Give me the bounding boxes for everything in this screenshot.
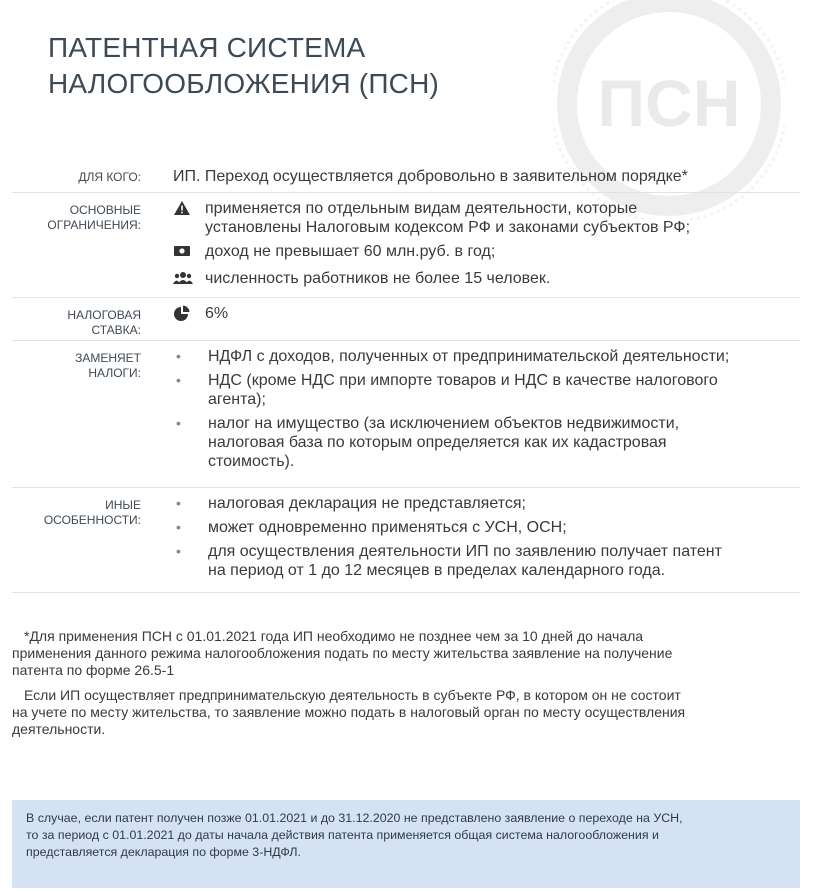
bullet: • [176,519,181,535]
limit-text: численность работников не более 15 человек. [205,270,551,287]
footnote-1: *Для применения ПСН с 01.01.2021 года ИП необходимо не позднее чем за 10 дней до начала применения данного режима налогообложения подать по месту жительства заявление на получение патента по форме 26.5-1 [12,628,673,678]
replace-text: НДФЛ с доходов, полученных от предпринимательской деятельности; [208,348,730,365]
row-label-other: ИНЫЕ ОСОБЕННОСТИ: [43,498,141,527]
who-text: ИП. Переход осуществляется добровольно в заявительном порядке* [173,168,688,185]
row-label-limits: ОСНОВНЫЕ ОГРАНИЧЕНИЯ: [47,203,141,232]
list-item [173,199,800,237]
list-item [173,542,800,580]
notice-line-3: представляется декларация по форме 3-НДФЛ. [26,845,301,859]
users-icon [173,269,193,291]
row-other [12,488,800,593]
row-who [12,160,800,193]
row-label-replaces: ЗАМЕНЯЕТ НАЛОГИ: [75,351,141,380]
bullet: • [176,495,181,511]
row-limits [12,193,800,298]
rate-value: 6% [205,305,229,322]
row-rate [12,298,800,341]
bullet: • [176,543,181,559]
rate-item [173,304,800,328]
page-title [48,30,439,102]
row-content-who [173,160,800,192]
row-replaces [12,341,800,488]
replace-text: НДС (кроме НДС при импорте товаров и НДС в качестве налогового агента); [208,372,718,408]
footnotes [12,628,792,746]
other-text: для осуществления деятельности ИП по заявлению получает патент на период от 1 до 12 месяцев в пределах календарного года. [208,543,722,579]
row-label-who: ДЛЯ КОГО: [78,170,141,184]
list-item [173,371,800,409]
other-text: может одновременно применяться с УСН, ОСН; [208,519,567,536]
title-line-1: ПАТЕНТНАЯ СИСТЕМА [48,32,366,63]
watermark-text: ПСН [597,66,741,140]
title-line-2: НАЛОГООБЛОЖЕНИЯ (ПСН) [48,68,440,99]
notice-line-1: В случае, если патент получен позже 01.01.2021 и до 31.12.2020 не представлено заявление о переходе на УСН, [26,811,683,825]
limit-text: применяется по отдельным видам деятельности, которые установлены Налоговым кодексом РФ и законами субъектов РФ; [205,200,691,236]
money-icon [173,242,193,264]
list-item [173,414,800,471]
bullet: • [176,348,181,364]
bullet: • [176,415,181,431]
notice-line-2: то за период с 01.01.2021 до даты начала действия патента применяется общая система налогообложения и [26,828,659,842]
bullet: • [176,372,181,388]
list-item [173,242,800,264]
list-item [173,494,800,513]
replace-text: налог на имущество (за исключением объектов недвижимости, налоговая база по которым определяется как их кадастровая стоимость). [208,415,680,470]
info-table [12,160,800,593]
list-item [173,269,800,291]
warning-icon [173,199,193,237]
row-content-rate [173,298,800,340]
list-item [173,347,800,366]
other-text: налоговая декларация не представляется; [208,495,526,512]
notice-box [12,800,800,888]
list-item [173,518,800,537]
pie-chart-icon [173,304,193,328]
footnote-2: Если ИП осуществляет предпринимательскую деятельность в субъекте РФ, в котором он не состоит на учете по месту жительства, то заявление можно подать в налоговый орган по месту осуществления деятельности. [12,687,686,737]
limit-text: доход не превышает 60 млн.руб. в год; [205,243,496,260]
row-content-replaces [173,341,800,487]
row-content-limits [173,193,800,297]
row-label-rate: НАЛОГОВАЯ СТАВКА: [67,308,141,337]
row-content-other [173,488,800,592]
